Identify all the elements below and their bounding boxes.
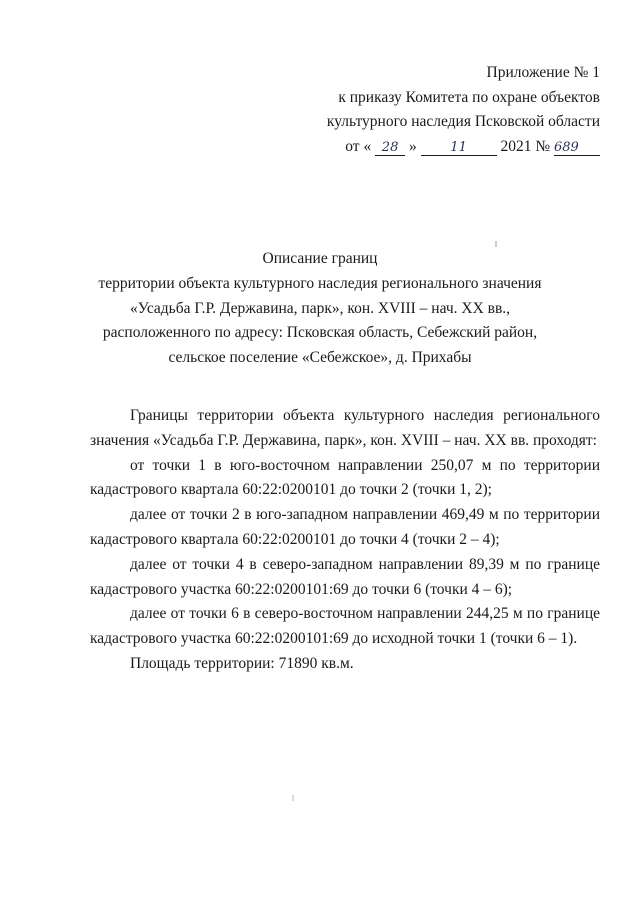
appendix-date-line [327, 135, 600, 160]
title-line-2: территории объекта культурного наследия регионального значения [98, 274, 542, 292]
appendix-committee: культурного наследия Псковской области [326, 113, 600, 130]
date-year: 2021 № [500, 137, 551, 155]
appendix-order-ref: к приказу Комитета по охране объектов [338, 88, 600, 106]
title-line-3: «Усадьба Г.Р. Державина, парк», кон. XVIII – нач. XX вв., [129, 299, 511, 317]
document-title [40, 247, 600, 371]
document-body [90, 404, 600, 677]
title-line-1: Описание границ [262, 250, 378, 267]
date-prefix: от « [345, 137, 372, 155]
intro-paragraph: Границы территории объекта культурного наследия регионального значения «Усадьба Г.Р. Державина, парк», кон. XVIII – нач. XX вв. проходят: [90, 407, 600, 449]
title-line-4: расположенного по адресу: Псковская область, Себежский район, [102, 324, 538, 342]
segment-paragraph: далее от точки 4 в северо-западном направлении 89,39 м по границе кадастрового участка 60:22:0200101:69 до точки 6 (точки 4 – 6); [90, 555, 600, 598]
segment-paragraph: далее от точки 6 в северо-восточном направлении 244,25 м по границе кадастрового участка 60:22:0200101:69 до исходной точки 1 (точки 6 – 1). [90, 605, 600, 648]
handwritten-month: 11 [421, 140, 497, 156]
handwritten-day: 28 [375, 140, 405, 156]
handwritten-order-number: 689 [554, 140, 600, 156]
segment-paragraph: от точки 1 в юго-восточном направлении 250,07 м по территории кадастрового квартала 60:22:0200101 до точки 2 (точки 1, 2); [90, 456, 600, 499]
scan-mark [292, 795, 294, 801]
area-paragraph: Площадь территории: 71890 кв.м. [130, 654, 354, 672]
appendix-header [327, 61, 600, 159]
title-line-5: сельское поселение «Себежское», д. Прихабы [168, 349, 472, 367]
segment-paragraph: далее от точки 2 в юго-западном направлении 469,49 м по территории кадастрового квартала 60:22:0200101 до точки 4 (точки 2 – 4); [90, 506, 600, 548]
date-mid: » [408, 137, 417, 155]
appendix-title: Приложение № 1 [486, 64, 600, 81]
